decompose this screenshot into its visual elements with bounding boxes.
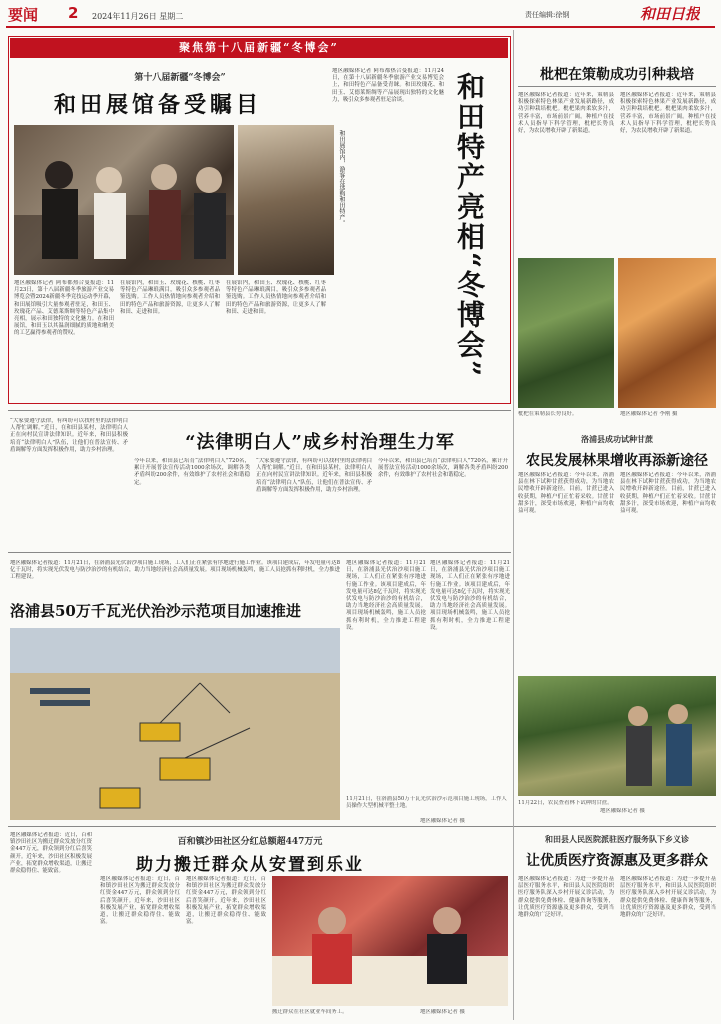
pipa-photo-2 [618, 258, 716, 408]
help-kicker: 百和镇沙田社区分红总额超447万元 [177, 837, 323, 847]
help-photo [272, 876, 508, 1006]
law-body-2: 今年以来，和田县已培育“法律明白人”720名，累计开展普法宣传活动1000余场次，调解各类矛盾纠纷200余件，有效维护了农村社会和谐稳定。 [134, 458, 250, 486]
pipa-caption: 枇杷在策勒县长势良好。 [518, 411, 578, 417]
help-caption: 搬迁群众在社区就业车间务工。 [272, 1009, 348, 1015]
farmer-body-2: 地区融媒体记者报道：今年以来，洛浦县在林下试种甘蔗获得成功，为当地农民增收开辟新途径。目前，甘蔗已进入收获期，种植户们正忙着采收。甘蔗甘甜多汁，深受市场欢迎，种植户亩均收益可观。 [620, 472, 716, 515]
health-kicker: 和田县人民医院派驻医疗服务队下乡义诊 [545, 834, 689, 844]
solar-credit: 地区融媒体记者 摄 [420, 818, 465, 824]
law-headline: “法律明白人”成乡村治理生力军 [185, 432, 455, 453]
feature-headline: 和田展馆备受瞩目 [53, 92, 262, 118]
farmer-credit: 地区融媒体记者 摄 [600, 808, 645, 814]
feature-body-1: 地区融媒体记者 阿布都热合曼报道：11月23日，第十八届新疆冬季旅游产业交易博览会暨2024新疆冬季竞技运动季开幕，和田展馆吸引大量参观者驻足，和田玉、玫瑰花产品、艾德莱斯绸等特色产品集中亮相，展示和田独特的文化魅力。在和田展馆，和田玉以其温润细腻的质地和精美的工艺赢得参观者的赞叹。 [14, 280, 114, 337]
solar-photo [10, 628, 340, 820]
feature-kicker: 第十八届新疆“冬博会” [134, 73, 226, 83]
feature-body-3: 在展馆内，和田玉、玫瑰花、核桃、红枣等特色产品琳琅满目，吸引众多参观者品鉴选购。工作人员热情地向参观者介绍和田的特色产品和旅游资源，让更多人了解和田、走进和田。 [226, 280, 326, 315]
pipa-body-1: 地区融媒体记者报道：近年来，策勒县积极探索特色林果产业发展新路径，成功引种栽培枇杷。枇杷果肉柔软多汁，营养丰富，市场前景广阔。种植户在技术人员指导下科学管理，枇杷长势良好，为农民增收开辟了新渠道。 [518, 92, 614, 135]
page-number: 2 [68, 4, 79, 22]
law-body-4: 今年以来，和田县已培育“法律明白人”720名，累计开展普法宣传活动1000余场次，调解各类矛盾纠纷200余件，有效维护了农村社会和谐稳定。 [378, 458, 508, 479]
help-body-2: 地区融媒体记者报道：近日，百和镇沙田社区为搬迁群众发放分红资金447万元，群众领到分红后喜笑颜开。近年来，沙田社区积极发展产业，拓宽群众增收渠道，让搬迁群众稳得住、能致富。 [100, 876, 180, 926]
newspaper-logo: 和田日报 [640, 5, 701, 23]
masthead-rule [6, 26, 715, 28]
law-body-3: “大家要遵守法律，有纠纷可以找村里的法律明白人帮忙调解。”近日，在和田县某村，法律明白人正在向村民宣讲法律知识。近年来，和田县积极培育“法律明白人”队伍，让他们在普法宣传、矛盾调解等方面发挥积极作用，助力乡村治理。 [256, 458, 372, 493]
solar-body-1: 地区融媒体记者报道：11月21日，在洛浦县光伏治沙项目施工现场，工人们正在紧张有序地进行施工作业。该项目建成后，年发电量可达8亿千瓦时，将实现光伏发电与防沙治沙的有机结合，助力当地经济社会高质量发展。项目现场机械轰鸣，施工人员抢抓有利时机，全力推进工程建设。 [346, 560, 426, 631]
solar-body-2: 地区融媒体记者报道：11月21日，在洛浦县光伏治沙项目施工现场，工人们正在紧张有序地进行施工作业。该项目建成后，年发电量可达8亿千瓦时，将实现光伏发电与防沙治沙的有机结合，助力当地经济社会高质量发展。项目现场机械轰鸣，施工人员抢抓有利时机，全力推进工程建设。 [430, 560, 510, 631]
feature-body-4: 地区融媒体记者 阿布都热合曼报道：11月24日，在第十八届新疆冬季旅游产业交易博览会上，和田特色产品备受青睐。和田玫瑰花、和田玉、艾德莱斯绸等产品展现出独特的文化魅力，吸引众多参观者驻足洽谈。 [332, 68, 444, 103]
solar-caption: 11月21日，在洛浦县50万千瓦光伏治沙示范项目施工现场，工作人员操作大型机械平整土地。 [346, 796, 507, 809]
feature-side-headline: 和田特产亮相“冬博会” [453, 72, 486, 379]
farmer-headline: 农民发展林果增收再添新途径 [526, 453, 708, 469]
pipa-body-2: 地区融媒体记者报道：近年来，策勒县积极探索特色林果产业发展新路径，成功引种栽培枇杷。枇杷果肉柔软多汁，营养丰富，市场前景广阔。种植户在技术人员指导下科学管理，枇杷长势良好，为农民增收开辟了新渠道。 [620, 92, 716, 135]
pipa-headline: 枇杷在策勒成功引种栽培 [540, 67, 694, 83]
feature-photo-2 [238, 125, 334, 275]
feature-photo-caption: 和田展馆内，游客在选购和田特产。 [338, 130, 345, 226]
section-title: 要闻 [8, 6, 39, 24]
health-body-1: 地区融媒体记者报道：为进一步提升基层医疗服务水平，和田县人民医院组织医疗服务队深入乡村开展义诊活动，为群众提供免费体检、健康咨询等服务，让优质医疗资源惠及更多群众，受到当地群众的广泛好评。 [518, 876, 614, 919]
editor-credit: 责任编辑:徐钢 [525, 11, 570, 19]
solar-body-top: 地区融媒体记者报道：11月21日，在洛浦县光伏治沙项目施工现场，工人们正在紧张有序地进行施工作业。该项目建成后，年发电量可达8亿千瓦时，将实现光伏发电与防沙治沙的有机结合，助力当地经济社会高质量发展。项目现场机械轰鸣，施工人员抢抓有利时机，全力推进工程建设。 [10, 560, 340, 581]
farmer-photo [518, 676, 716, 796]
farmer-kicker: 洛浦县成功试种甘蔗 [581, 434, 653, 444]
health-body-2: 地区融媒体记者报道：为进一步提升基层医疗服务水平，和田县人民医院组织医疗服务队深入乡村开展义诊活动，为群众提供免费体检、健康咨询等服务，让优质医疗资源惠及更多群众，受到当地群众的广泛好评。 [620, 876, 716, 919]
help-body-1: 地区融媒体记者报道：近日，百和镇沙田社区为搬迁群众发放分红资金447万元，群众领到分红后喜笑颜开。近年来，沙田社区积极发展产业，拓宽群众增收渠道，让搬迁群众稳得住、能致富。 [10, 832, 92, 875]
solar-headline: 洛浦县50万千瓦光伏治沙示范项目加速推进 [10, 602, 301, 620]
feature-banner: 聚焦第十八届新疆“冬博会” [10, 38, 508, 58]
health-headline: 让优质医疗资源惠及更多群众 [526, 853, 708, 869]
law-body-1: “大家要遵守法律，有纠纷可以找村里的法律明白人帮忙调解。”近日，在和田县某村，法律明白人正在向村民宣讲法律知识。近年来，和田县积极培育“法律明白人”队伍，让他们在普法宣传、矛盾调解等方面发挥积极作用，助力乡村治理。 [10, 418, 128, 453]
pipa-credit: 地区融媒体记者 李刚 摄 [620, 411, 678, 417]
farmer-caption: 11月22日，农民查看林下试种的甘蔗。 [518, 800, 613, 806]
issue-date: 2024年11月26日 星期二 [92, 12, 184, 21]
feature-photo [14, 125, 234, 275]
farmer-body-1: 地区融媒体记者报道：今年以来，洛浦县在林下试种甘蔗获得成功，为当地农民增收开辟新途径。目前，甘蔗已进入收获期，种植户们正忙着采收。甘蔗甘甜多汁，深受市场欢迎，种植户亩均收益可观。 [518, 472, 614, 515]
pipa-photo-1 [518, 258, 614, 408]
help-headline: 助力搬迁群众从安置到乐业 [136, 855, 364, 875]
help-credit: 地区融媒体记者 摄 [420, 1009, 465, 1015]
feature-body-2: 在展馆内，和田玉、玫瑰花、核桃、红枣等特色产品琳琅满目，吸引众多参观者品鉴选购。工作人员热情地向参观者介绍和田的特色产品和旅游资源，让更多人了解和田、走进和田。 [120, 280, 220, 315]
help-body-3: 地区融媒体记者报道：近日，百和镇沙田社区为搬迁群众发放分红资金447万元，群众领到分红后喜笑颜开。近年来，沙田社区积极发展产业，拓宽群众增收渠道，让搬迁群众稳得住、能致富。 [186, 876, 266, 926]
